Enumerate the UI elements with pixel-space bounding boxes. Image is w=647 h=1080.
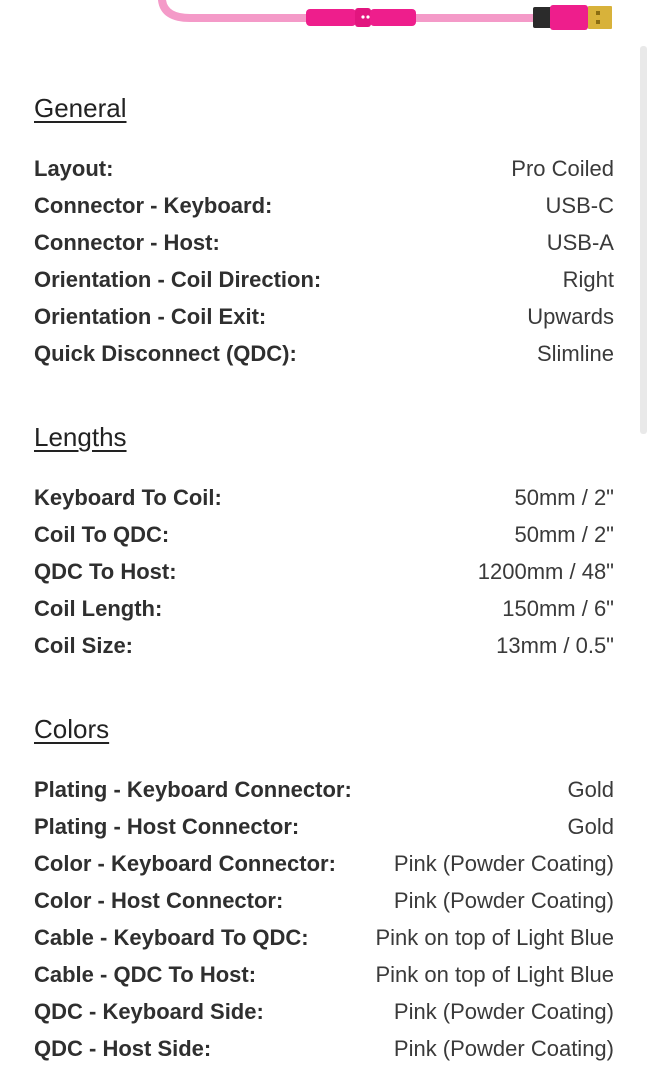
spec-row-color-keyboard — [34, 845, 614, 882]
spec-row-coil-length — [34, 590, 614, 627]
colors-spec-list — [34, 771, 614, 1067]
spec-label: Plating - Keyboard Connector: — [34, 776, 352, 802]
spec-value: Pink on top of Light Blue — [375, 924, 614, 950]
spec-row-coil-direction — [34, 261, 614, 298]
spec-row-keyboard-to-coil — [34, 479, 614, 516]
spec-value: Pink on top of Light Blue — [375, 961, 614, 987]
spec-row-plating-host — [34, 808, 614, 845]
spec-value: Right — [562, 266, 614, 292]
spec-value: Pink (Powder Coating) — [393, 998, 614, 1024]
spec-value: 13mm / 0.5" — [496, 632, 614, 658]
spec-label: Coil Size: — [34, 632, 134, 658]
spec-value: Upwards — [527, 303, 614, 329]
spec-row-color-host — [34, 882, 614, 919]
spec-row-qdc — [34, 335, 614, 372]
spec-value: 50mm / 2" — [514, 521, 614, 547]
section-title-general: General — [34, 93, 127, 123]
spec-value: Pink (Powder Coating) — [393, 1035, 614, 1061]
spec-label: Orientation - Coil Direction: — [34, 266, 322, 292]
spec-row-qdc-to-host — [34, 553, 614, 590]
spec-label: Connector - Keyboard: — [34, 192, 273, 218]
spec-label: Plating - Host Connector: — [34, 813, 300, 839]
spec-row-plating-keyboard — [34, 771, 614, 808]
spec-row-qdc-host-side — [34, 1030, 614, 1067]
spec-value: Pink (Powder Coating) — [393, 887, 614, 913]
general-spec-list — [34, 150, 614, 372]
spec-label: QDC To Host: — [34, 558, 177, 584]
spec-label: Color - Keyboard Connector: — [34, 850, 336, 876]
page-scrollbar[interactable] — [640, 46, 647, 434]
lengths-spec-list — [34, 479, 614, 664]
section-title-lengths: Lengths — [34, 422, 127, 452]
spec-label: QDC - Host Side: — [34, 1035, 212, 1061]
spec-label: Coil To QDC: — [34, 521, 170, 547]
spec-value: USB-A — [546, 229, 614, 255]
spec-label: Keyboard To Coil: — [34, 484, 222, 510]
spec-value: Gold — [567, 776, 614, 802]
spec-label: Color - Host Connector: — [34, 887, 284, 913]
spec-value: Gold — [567, 813, 614, 839]
section-title-colors: Colors — [34, 714, 110, 744]
spec-row-qdc-keyboard-side — [34, 993, 614, 1030]
spec-value: USB-C — [545, 192, 614, 218]
spec-value: 1200mm / 48" — [477, 558, 614, 584]
spec-value: Pro Coiled — [511, 155, 614, 181]
spec-row-layout — [34, 150, 614, 187]
spec-row-cable-qdc-to-host — [34, 956, 614, 993]
spec-row-connector-host — [34, 224, 614, 261]
spec-label: Orientation - Coil Exit: — [34, 303, 267, 329]
spec-label: Quick Disconnect (QDC): — [34, 340, 297, 366]
spec-row-coil-size — [34, 627, 614, 664]
spec-row-coil-to-qdc — [34, 516, 614, 553]
spec-row-cable-keyboard-to-qdc — [34, 919, 614, 956]
spec-label: Layout: — [34, 155, 114, 181]
spec-row-coil-exit — [34, 298, 614, 335]
spec-label: QDC - Keyboard Side: — [34, 998, 264, 1024]
spec-value: Pink (Powder Coating) — [393, 850, 614, 876]
spec-value: 150mm / 6" — [502, 595, 614, 621]
spec-label: Cable - Keyboard To QDC: — [34, 924, 309, 950]
spec-label: Coil Length: — [34, 595, 163, 621]
spec-label: Connector - Host: — [34, 229, 220, 255]
spec-label: Cable - QDC To Host: — [34, 961, 257, 987]
spec-value: 50mm / 2" — [514, 484, 614, 510]
cable-product-image — [0, 0, 647, 34]
spec-row-connector-keyboard — [34, 187, 614, 224]
spec-value: Slimline — [536, 340, 614, 366]
